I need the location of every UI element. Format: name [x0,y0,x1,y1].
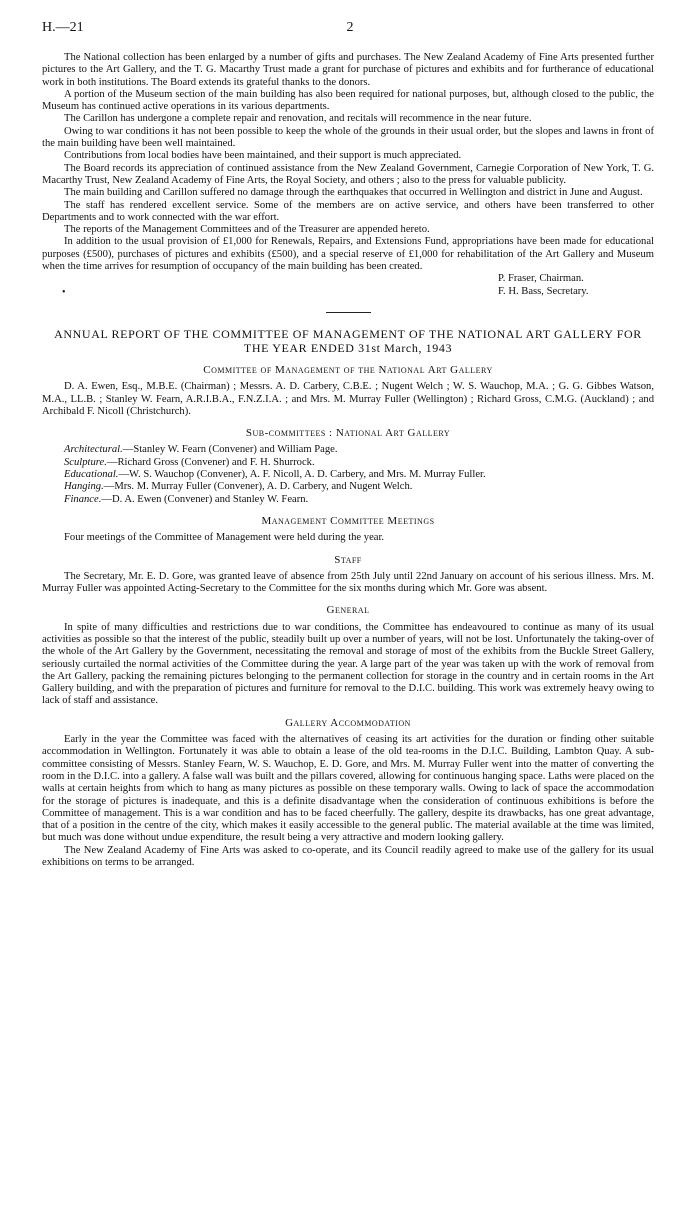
intro-paragraph: Contributions from local bodies have been maintained, and their support is much appreciated. [64,150,462,162]
subcommittee-name: Educational. [64,469,119,481]
intro-paragraph: The main building and Carillon suffered no damage through the earthquakes that occurred in Wellington and district in June and August. [64,187,643,199]
accommodation-paragraph: Early in the year the Committee was faced with the alternatives of ceasing its art activities for the duration or finding other suitable accommodation in Wellington. Fortunately it was able to obtain a lease of the old tea-rooms in the D.I.C. Building, Lambton Quay. A sub-committee consisting of Messrs. Stanley Fearn, W. S. Wauchop, E. D. Gore, and Mrs. M. Murray Fuller went into the matter of converting the room in the D.I.C. into a gallery. A false wall was built and the pillars covered, allowing for continuous hanging space. Laths were placed on the walls at certain heights from which to hang as many pictures as possible on these temporary walls. Owing to lack of space the accommodation for the storage of pictures is inadequate, and this is a definite disadvantage when the consideration of continuous exhibitions is before the Committee of management. This is a war condition and has to be faced cheerfully. The gallery, despite its drawbacks, has one great advantage, that of a position in the centre of the city, which makes it easily accessible to the general public. The material available at the time was limited, but much was done without undue expenditure, the result being a very attractive and modern looking gallery. [42,734,654,844]
document-body [42,52,654,869]
intro-paragraph: Owing to war conditions it has not been possible to keep the whole of the grounds in their usual order, but the slopes and lawns in front of the main building have been well maintained. [42,125,654,150]
intro-paragraph: The reports of the Management Committees and of the Treasurer are appended hereto. [64,224,430,236]
bullet-mark: • [62,287,66,299]
intro-paragraph: The Board records its appreciation of continued assistance from the New Zealand Government, Carnegie Corporation of New York, T. G. Macarthy Trust, New Zealand Academy of Fine Arts, the Royal Society, and others ; also to the press for valuable publicity. [42,162,654,186]
subcommittee-name: Sculpture. [64,456,107,468]
subcommittee-item [42,469,654,481]
subcommittee-item [42,494,654,506]
staff-paragraph: The Secretary, Mr. E. D. Gore, was granted leave of absence from 25th July until 22nd January on account of his serious illness. Mrs. M. Murray Fuller was appointed Acting-Secretary to the Committee for the six months during which Mr. Gore was absent. [42,570,654,595]
subcommittee-item [42,481,654,493]
subcommittee-members: —Stanley W. Fearn (Convener) and William Page. [122,444,338,456]
subcommittee-item [42,444,654,456]
intro-paragraph: A portion of the Museum section of the main building has also been required for national purposes, but, although closed to the public, the Museum has continued active operations in its various departments. [42,88,654,113]
general-heading: General [326,604,370,617]
subcommittees-heading: Sub-committees : National Art Gallery [245,427,451,440]
subcommittee-members: —D. A. Ewen (Convener) and Stanley W. Fearn. [101,493,309,505]
committee-heading: Committee of Management of the National Art Gallery [203,363,493,376]
meetings-heading: Management Committee Meetings [261,514,435,527]
accommodation-paragraph: The New Zealand Academy of Fine Arts was asked to co-operate, and its Council readily agreed to make use of the gallery for its usual exhibitions on terms to be arranged. [42,844,654,869]
intro-paragraph: In addition to the usual provision of £1,000 for Renewals, Repairs, and Extensions Fund, appropriations have been made for educational purposes (£500), purchases of pictures and exhibits (£500), and a special reserve of £1,000 for rehabilitation of the Art Gallery and Museum when the time arrives for resumption of occupancy of the main building has been created. [42,236,654,273]
page-reference: H.—21 [42,20,84,35]
staff-heading: Staff [334,553,362,566]
intro-paragraph: The Carillon has undergone a complete repair and renovation, and recitals will recommence in the near future. [64,113,532,125]
report-title: ANNUAL REPORT OF THE COMMITTEE OF MANAGEMENT OF THE NATIONAL ART GALLERY FOR THE YEAR ENDED 31st March, 1943 [54,326,642,355]
intro-paragraph: The staff has rendered excellent service. Some of the members are on active service, and others have been transferred to other Departments and to work connected with the war effort. [42,199,654,223]
signature-chairman: P. Fraser, Chairman. [498,273,584,285]
meetings-paragraph: Four meetings of the Committee of Management were held during the year. [64,532,385,544]
subcommittee-members: —Mrs. M. Murray Fuller (Convener), A. D. Carbery, and Nugent Welch. [103,481,413,493]
subcommittee-name: Hanging. [64,481,104,493]
signature-secretary: F. H. Bass, Secretary. [498,285,589,297]
page-number: 2 [346,20,354,35]
general-paragraph: In spite of many difficulties and restrictions due to war conditions, the Committee has endeavoured to continue as many of its usual activities as possible so that the interest of the public, steadily built up over a number of years, will not be lost. Unfortunately the taking-over of the whole of the Art Gallery by the Government, necessitating the removal and storage of most of the exhibits from the Buckle Street Gallery, seriously curtailed the normal activities of the Committee during the year. A large part of the year was taken up with the work of removal from the Art Gallery, packing the remaining pictures belonging to the permanent collection for storage in the country and in certain rooms in the Art Gallery building, and with the preparation of pictures and furniture for removal to the D.I.C. building. This work was extremely heavy owing to lack of staff and assistance. [42,621,654,707]
accommodation-heading: Gallery Accommodation [285,716,411,729]
subcommittee-members: —W. S. Wauchop (Convener), A. F. Nicoll, A. D. Carbery, and Mrs. M. Murray Fuller. [118,469,486,481]
subcommittee-members: —Richard Gross (Convener) and F. H. Shurrock. [106,456,315,468]
subcommittee-name: Finance. [64,493,102,505]
committee-members: D. A. Ewen, Esq., M.B.E. (Chairman) ; Messrs. A. D. Carbery, C.B.E. ; Nugent Welch ; W. S. Wauchop, M.A. ; G. G. Gibbes Watson, M.A., LL.B. ; Stanley W. Fearn, A.R.I.B.A., F.N.Z.I.A. ; and Mrs. M. Murray Fuller (Wellington) ; Richard Gross, C.M.G. (Auckland) ; and Archibald F. Nicoll (Christchurch). [42,381,654,417]
page-header [42,20,658,42]
subcommittee-item [42,457,654,469]
subcommittee-name: Architectural. [64,444,123,456]
section-divider [326,312,371,313]
intro-paragraph: The National collection has been enlarged by a number of gifts and purchases. The New Zealand Academy of Fine Arts presented further pictures to the Art Gallery, and the T. G. Macarthy Trust made a grant for purchase of pictures and exhibits and for furtherance of educational work in both institutions. The Board extends its grateful thanks to the donors. [42,52,654,88]
signature-block [42,273,654,298]
